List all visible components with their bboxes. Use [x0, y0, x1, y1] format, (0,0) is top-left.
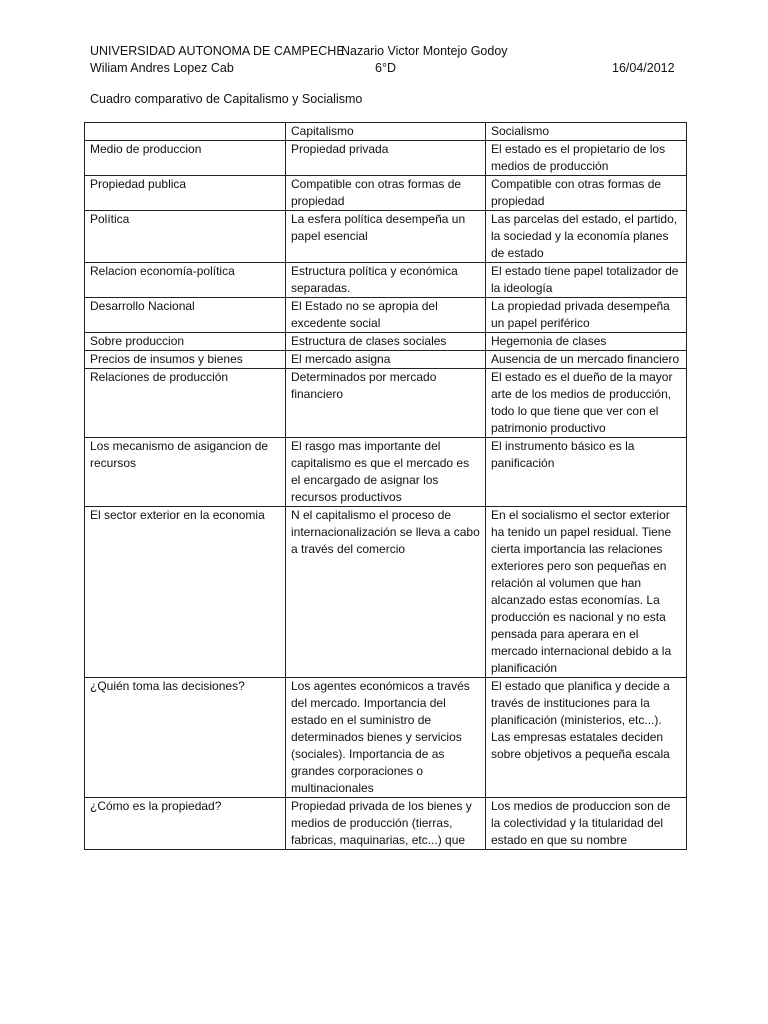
capitalismo-cell: Propiedad privada — [286, 141, 486, 176]
table-row — [85, 798, 687, 850]
capitalismo-cell: La esfera política desempeña un papel esencial — [286, 211, 486, 263]
criterion-cell: Política — [85, 211, 286, 263]
document-header — [90, 43, 690, 77]
socialismo-cell: Los medios de produccion son de la colectividad y la titularidad del estado en que su nombre — [486, 798, 687, 850]
student-name: Wiliam Andres Lopez Cab — [90, 61, 234, 75]
criterion-cell: Precios de insumos y bienes — [85, 351, 286, 369]
capitalismo-cell: Estructura de clases sociales — [286, 333, 486, 351]
table-header-row — [85, 123, 687, 141]
socialismo-cell: El estado tiene papel totalizador de la ideología — [486, 263, 687, 298]
socialismo-cell: Ausencia de un mercado financiero — [486, 351, 687, 369]
table-body — [85, 141, 687, 850]
criterion-cell: ¿Quién toma las decisiones? — [85, 678, 286, 798]
comparison-table — [84, 122, 687, 850]
criterion-cell: Relaciones de producción — [85, 369, 286, 438]
table-row — [85, 298, 687, 333]
socialismo-cell: La propiedad privada desempeña un papel periférico — [486, 298, 687, 333]
table-row — [85, 507, 687, 678]
criterion-cell: El sector exterior en la economia — [85, 507, 286, 678]
socialismo-cell: Hegemonia de clases — [486, 333, 687, 351]
header-cell-socialismo: Socialismo — [486, 123, 687, 141]
criterion-cell: Sobre produccion — [85, 333, 286, 351]
capitalismo-cell: N el capitalismo el proceso de internacionalización se lleva a cabo a través del comercio — [286, 507, 486, 678]
criterion-cell: Medio de produccion — [85, 141, 286, 176]
criterion-cell: Desarrollo Nacional — [85, 298, 286, 333]
criterion-cell: Propiedad publica — [85, 176, 286, 211]
capitalismo-cell: Propiedad privada de los bienes y medios de producción (tierras, fabricas, maquinarias, etc...) que — [286, 798, 486, 850]
table-row — [85, 141, 687, 176]
criterion-cell: Los mecanismo de asigancion de recursos — [85, 438, 286, 507]
page-title: Cuadro comparativo de Capitalismo y Socialismo — [90, 92, 363, 106]
socialismo-cell: El estado es el dueño de la mayor arte de los medios de producción, todo lo que tiene que ver con el patrimonio productivo — [486, 369, 687, 438]
university-name: UNIVERSIDAD AUTONOMA DE CAMPECHE — [90, 44, 345, 58]
table-row — [85, 438, 687, 507]
capitalismo-cell: El mercado asigna — [286, 351, 486, 369]
capitalismo-cell: El rasgo mas importante del capitalismo es que el mercado es el encargado de asignar los recursos productivos — [286, 438, 486, 507]
capitalismo-cell: Estructura política y económica separadas. — [286, 263, 486, 298]
table-row — [85, 369, 687, 438]
capitalismo-cell: Determinados por mercado financiero — [286, 369, 486, 438]
table-row — [85, 678, 687, 798]
table-row — [85, 263, 687, 298]
capitalismo-cell: Compatible con otras formas de propiedad — [286, 176, 486, 211]
capitalismo-cell: El Estado no se apropia del excedente social — [286, 298, 486, 333]
criterion-cell: Relacion economía-política — [85, 263, 286, 298]
table-row — [85, 333, 687, 351]
document-date: 16/04/2012 — [612, 61, 675, 75]
group-label: 6°D — [375, 61, 396, 75]
socialismo-cell: En el socialismo el sector exterior ha tenido un papel residual. Tiene cierta importancia las relaciones exteriores pero son pequeñas en relación al volumen que han alcanzado estas economías. La producción es nacional y no esta pensada para aperara en el mercado internacional debido a la planificación — [486, 507, 687, 678]
professor-name: Nazario Victor Montejo Godoy — [341, 44, 508, 58]
header-cell-empty — [85, 123, 286, 141]
capitalismo-cell: Los agentes económicos a través del mercado. Importancia del estado en el suministro de determinados bienes y servicios (sociales). Importancia de as grandes corporaciones o multinacionales — [286, 678, 486, 798]
socialismo-cell: El instrumento básico es la panificación — [486, 438, 687, 507]
header-cell-capitalismo: Capitalismo — [286, 123, 486, 141]
socialismo-cell: El estado que planifica y decide a través de instituciones para la planificación (ministerios, etc...). Las empresas estatales deciden sobre objetivos a pequeña escala — [486, 678, 687, 798]
criterion-cell: ¿Cómo es la propiedad? — [85, 798, 286, 850]
socialismo-cell: Compatible con otras formas de propiedad — [486, 176, 687, 211]
socialismo-cell: El estado es el propietario de los medios de producción — [486, 141, 687, 176]
table-row — [85, 211, 687, 263]
table-row — [85, 351, 687, 369]
socialismo-cell: Las parcelas del estado, el partido, la sociedad y la economía planes de estado — [486, 211, 687, 263]
table-row — [85, 176, 687, 211]
